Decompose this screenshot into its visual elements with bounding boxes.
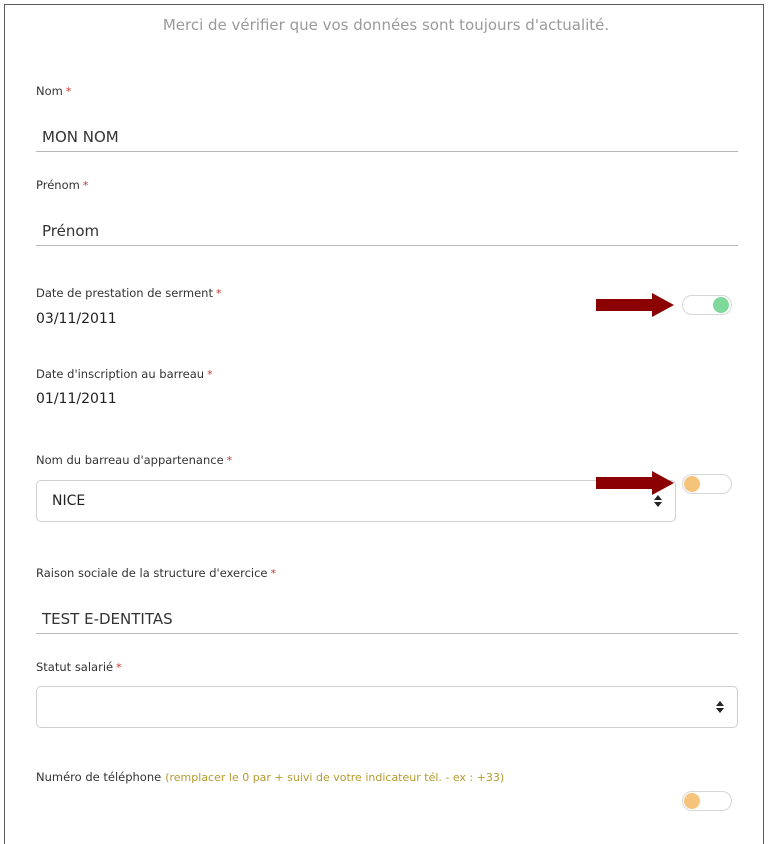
nom-input[interactable] [36, 122, 738, 152]
statut-salarie-select[interactable] [36, 686, 738, 728]
prenom-input[interactable] [36, 216, 738, 246]
date-serment-label: Date de prestation de serment * [36, 286, 222, 300]
select-updown-icon [715, 699, 725, 715]
required-mark: * [226, 454, 233, 467]
raison-sociale-input[interactable] [36, 604, 738, 634]
toggle-knob [713, 297, 729, 313]
prenom-value: Prénom [42, 222, 100, 240]
nom-value: MON NOM [42, 128, 119, 146]
barreau-select[interactable] [36, 480, 676, 522]
barreau-label: Nom du barreau d'appartenance * [36, 453, 233, 467]
toggle-knob [684, 476, 700, 492]
telephone-hint: (remplacer le 0 par + suivi de votre indicateur tél. - ex : +33) [165, 771, 505, 784]
prenom-label: Prénom * [36, 178, 89, 192]
required-mark: * [270, 567, 276, 580]
date-serment-toggle[interactable] [682, 295, 732, 315]
telephone-toggle[interactable] [682, 791, 732, 811]
required-mark: * [65, 85, 72, 98]
select-updown-icon [653, 493, 663, 509]
required-mark: * [215, 287, 222, 300]
required-mark: * [207, 368, 213, 381]
raison-sociale-label: Raison sociale de la structure d'exercice * [36, 566, 276, 580]
intro-text: Merci de vérifier que vos données sont toujours d'actualité. [162, 16, 610, 34]
barreau-selected-value: NICE [52, 493, 86, 509]
required-mark: * [116, 661, 122, 674]
annotation-arrow-icon [596, 471, 676, 495]
annotation-arrow-icon [596, 293, 676, 317]
toggle-knob [684, 793, 700, 809]
date-serment-value[interactable]: 03/11/2011 [36, 311, 117, 327]
barreau-toggle[interactable] [682, 474, 732, 494]
raison-sociale-value: TEST E-DENTITAS [42, 610, 173, 628]
required-mark: * [82, 179, 89, 192]
date-inscription-value[interactable]: 01/11/2011 [36, 391, 117, 407]
date-inscription-label: Date d'inscription au barreau * [36, 367, 213, 381]
nom-label: Nom * [36, 84, 72, 98]
statut-salarie-label: Statut salarié * [36, 660, 122, 674]
telephone-label: Numéro de téléphone (remplacer le 0 par + suivi de votre indicateur tél. - ex : +33) [36, 770, 505, 784]
